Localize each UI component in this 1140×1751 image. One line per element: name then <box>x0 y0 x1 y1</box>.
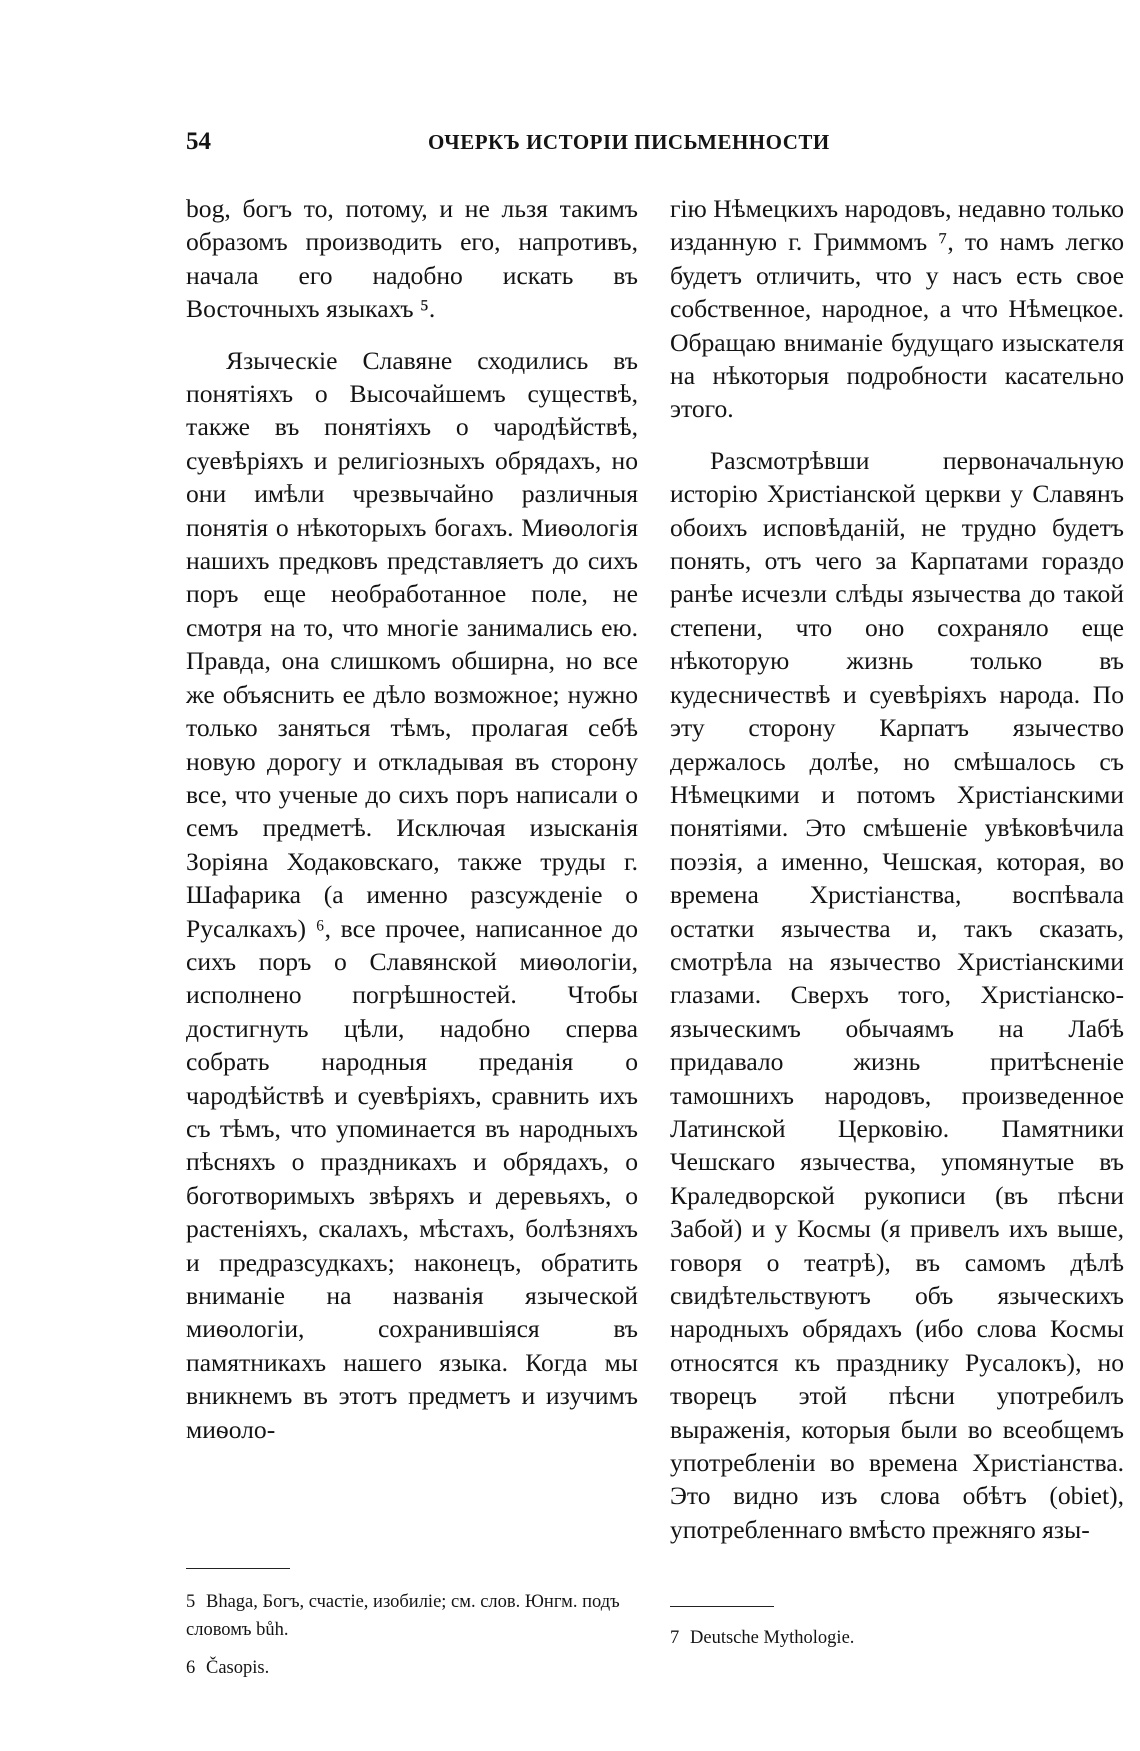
footnotes-left <box>186 1588 638 1692</box>
page-header <box>186 128 906 158</box>
paragraph: Разсмотрѣвши первоначальную исторію Христіанской церкви у Славянъ обоихъ исповѣданій, не трудно будетъ понять, отъ чего за Карпатами гораздо ранѣе исчезли слѣды язычества до такой степени, что оно сохраняло еще нѣкоторую жизнь только въ кудесничествѣ и суевѣріяхъ народа. По эту сторону Карпатъ язычество держалось долѣе, но смѣшалось съ Нѣмецкими и потомъ Христіанскими понятіями. Это смѣшеніе увѣковѣчила поэзія, а именно, Чешская, которая, во времена Христіанства, воспѣвала остатки язычества и, такъ сказать, смотрѣла на язычество Христіанскими глазами. Сверхъ того, Христіанско-языческимъ обычаямъ на Лабѣ придавало жизнь притѣсненіе тамошнихъ народовъ, произведенное Латинской Церковію. Памятники Чешскаго язычества, упомянутые въ Краледворской рукописи (въ пѣсни Забой) и у Космы (я привелъ ихъ выше, говоря о театрѣ), въ самомъ дѣлѣ свидѣтельствуютъ объ языческихъ народныхъ обрядахъ (ибо слова Космы относятся къ празднику Русалокъ), но творецъ этой пѣсни употребилъ выраженія, которыя были во всеобщемъ употребленіи во времена Христіанства. Это видно изъ слова обѣтъ (obiet), употребленнаго вмѣсто прежняго язы- <box>670 445 1124 1544</box>
paragraph: гію Нѣмецкихъ народовъ, недавно только изданную г. Гриммомъ ⁷, то намъ легко будетъ отличить, что у насъ есть свое собственное, народное, а что Нѣмецкое. Обращаю вниманіе будущаго изыскателя на нѣкоторыя подробности касательно этого. <box>670 194 1124 424</box>
footnote-number: 6 <box>186 1658 196 1678</box>
footnote-text: Časopis. <box>206 1658 270 1678</box>
footnote <box>186 1588 638 1644</box>
footnotes-right <box>670 1624 1124 1662</box>
paragraph: bog, богъ то, потому, и не льзя такимъ образомъ производить его, напротивъ, начала его надобно искать въ Восточныхъ языкахъ ⁵. <box>186 194 638 324</box>
paragraph: Языческіе Славяне сходились въ понятіяхъ о Высочайшемъ существѣ, также въ понятіяхъ о чародѣйствѣ, суевѣріяхъ и религіозныхъ обрядахъ, но они имѣли чрезвычайно различныя понятія о нѣкоторыхъ богахъ. Миѳологія нашихъ предковъ представляетъ до сихъ поръ еще необработанное поле, не смотря на то, что многіе занимались ею. Правда, она слишкомъ обширна, но все же объяснить ее дѣло возможное; нужно только заняться тѣмъ, пролагая себѣ новую дорогу и откладывая въ сторону все, что ученые до сихъ поръ написали о семъ предметѣ. Исключая изысканія Зоріяна Ходаковскаго, также труды г. Шафарика (а именно разсужденіе о Русалкахъ) ⁶, все прочее, написанное до сихъ поръ о Славянской миѳологіи, исполнено погрѣшностей. Чтобы достигнуть цѣли, надобно сперва собрать народныя преданія о чародѣйствѣ и суевѣріяхъ, сравнить ихъ съ тѣмъ, что упоминается въ народныхъ пѣсняхъ о праздникахъ и обрядахъ, о боготворимыхъ звѣряхъ и деревьяхъ, о растеніяхъ, скалахъ, мѣстахъ, болѣзняхъ и предразсудкахъ; наконецъ, обратить вниманіе на названія языческой миѳологіи, сохранившіяся въ памятникахъ нашего языка. Когда мы вникнемъ въ этотъ предметъ и изучимъ миѳоло- <box>186 345 638 1444</box>
footnote-number: 7 <box>670 1628 680 1648</box>
footnote-divider <box>186 1568 290 1569</box>
footnote <box>670 1624 1124 1652</box>
footnote-text: Bhaga, Богъ, счастіе, изобиліе; см. слов. Юнгм. подъ словомъ bůh. <box>186 1592 620 1640</box>
footnote-divider <box>670 1606 774 1607</box>
footnote-text: Deutsche Mythologie. <box>690 1628 855 1648</box>
footnote-number: 5 <box>186 1592 196 1612</box>
left-column <box>186 192 638 1552</box>
right-column <box>670 192 1124 1552</box>
page-number: 54 <box>186 128 211 155</box>
footnote <box>186 1654 638 1682</box>
running-title: ОЧЕРКЪ ИСТОРІИ ПИСЬМЕННОСТИ <box>428 130 830 154</box>
